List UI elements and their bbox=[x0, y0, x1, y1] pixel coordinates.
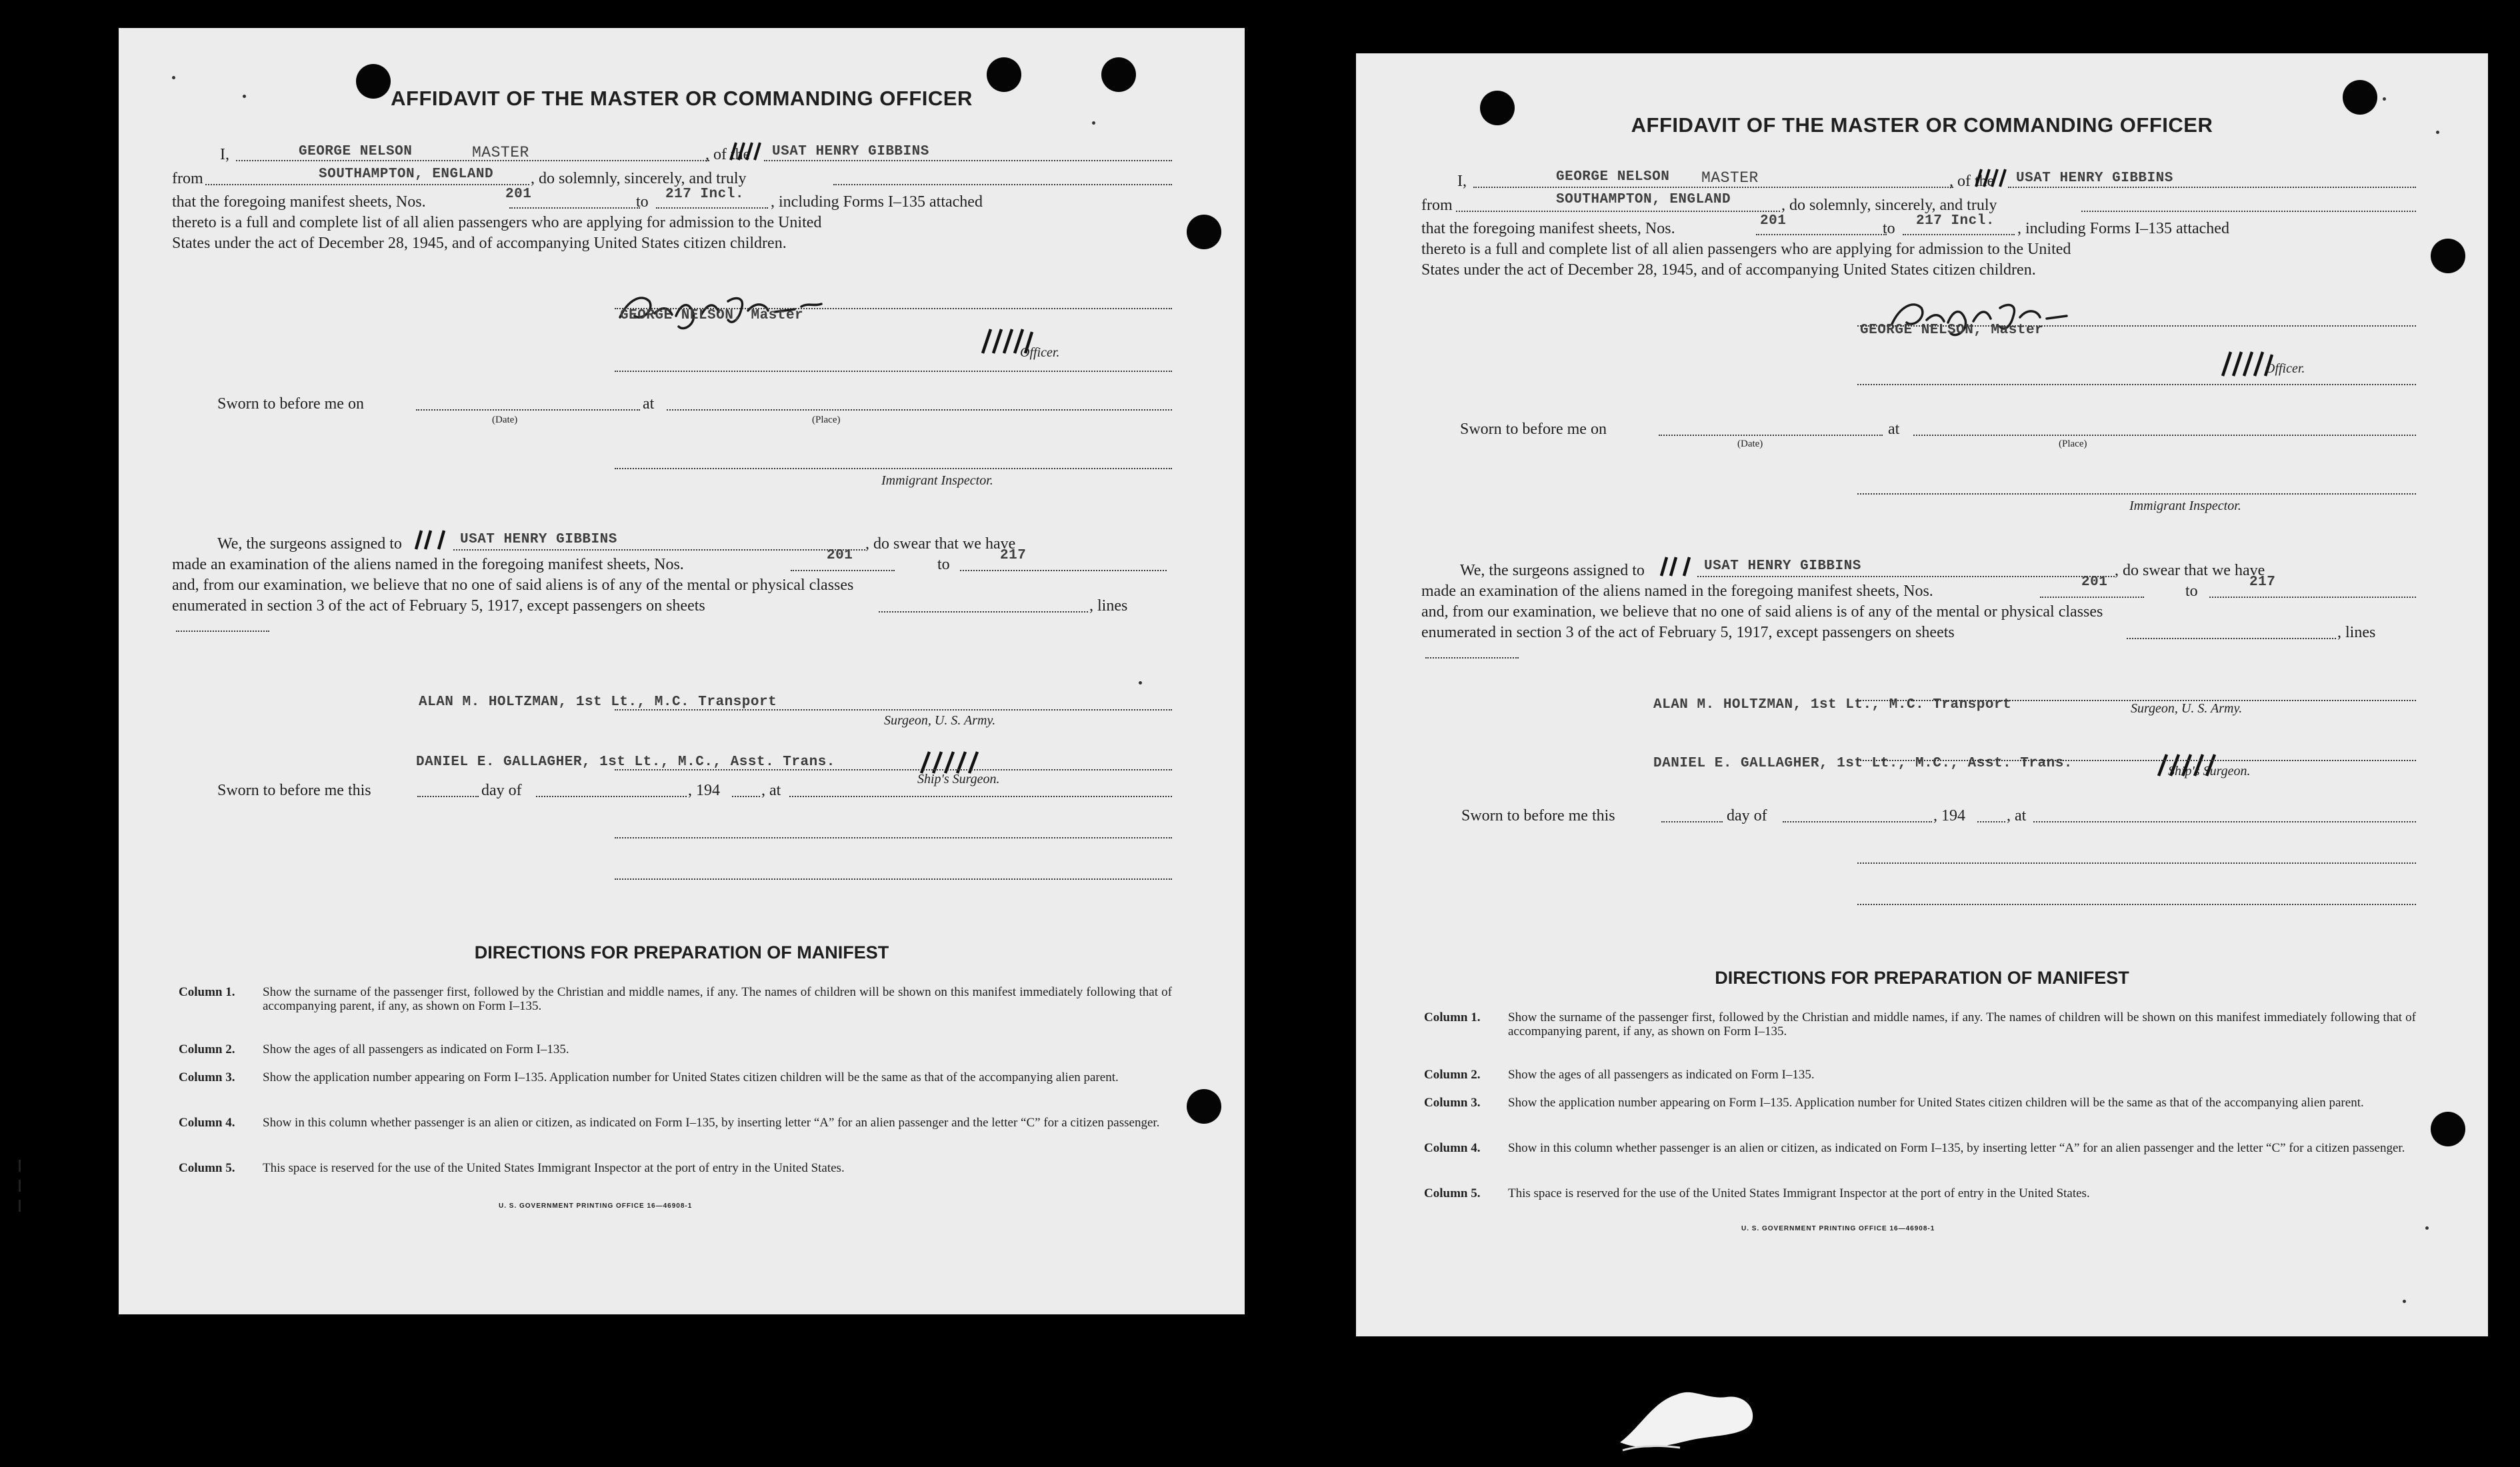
exam-line-4: enumerated in section 3 of the act of February 5, 1917, except passengers on sheets bbox=[172, 597, 705, 615]
exam-line-3: and, from our examination, we believe that no one of said aliens is of any of the mental or physical classes bbox=[172, 577, 854, 594]
column-2-label: Column 2. bbox=[179, 1042, 235, 1056]
sworn-year-line bbox=[732, 796, 760, 797]
from-label: from bbox=[1421, 197, 1453, 214]
master-name: GEORGE NELSON bbox=[1556, 169, 1670, 185]
master-name: GEORGE NELSON bbox=[299, 144, 413, 159]
sworn-place-line bbox=[1913, 435, 2416, 436]
witness-line-2 bbox=[615, 878, 1172, 880]
to-label: to bbox=[636, 193, 649, 211]
name-line bbox=[1473, 187, 1953, 188]
surgeons-text: We, the surgeons assigned to bbox=[217, 535, 402, 553]
witness-line-1 bbox=[1857, 862, 2416, 864]
ship-surgeon-name: DANIEL E. GALLAGHER, 1st Lt., M.C., Asst. Trans. bbox=[416, 754, 835, 770]
date-caption: (Date) bbox=[492, 415, 518, 425]
sheet-from: 201 bbox=[1760, 213, 1787, 229]
officer-line bbox=[615, 371, 1172, 372]
sheet-from-line bbox=[1756, 234, 1887, 235]
from-label: from bbox=[172, 170, 203, 187]
surgeons-text: We, the surgeons assigned to bbox=[1460, 562, 1645, 579]
exam-sheet-from: 201 bbox=[2081, 575, 2108, 590]
affidavit-sheet-left bbox=[119, 28, 1245, 1314]
vessel-line bbox=[2008, 187, 2416, 188]
army-surgeon-line bbox=[615, 709, 1172, 711]
speck bbox=[2425, 1226, 2429, 1230]
exam-to-line bbox=[960, 570, 1167, 571]
inspector-line bbox=[1857, 493, 2416, 495]
inspector-caption: Immigrant Inspector. bbox=[881, 473, 993, 488]
witness-line-1 bbox=[615, 837, 1172, 838]
year-label: , 194 bbox=[688, 782, 720, 799]
swear-text: , do swear that we have bbox=[865, 535, 1016, 553]
sworn-at-label: at bbox=[643, 395, 655, 413]
column-5-label: Column 5. bbox=[1424, 1186, 1481, 1200]
sworn-at-this-label: , at bbox=[2007, 807, 2027, 824]
column-4-text: Show in this column whether passenger is an alien or citizen, as indicated on Form I–135, by inserting letter “A” for an alien passenger and the letter “C” for a citizen passenger. bbox=[1508, 1141, 2405, 1155]
surgeon-vessel: USAT HENRY GIBBINS bbox=[1704, 559, 1861, 574]
sheet-to: 217 Incl. bbox=[1916, 213, 1995, 229]
ship-surgeon-caption: Ship's Surgeon. bbox=[2168, 764, 2251, 778]
column-2-text: Show the ages of all passengers as indicated on Form I–135. bbox=[263, 1042, 569, 1056]
sworn-at-line bbox=[2033, 821, 2416, 822]
port-line bbox=[1456, 211, 1780, 212]
column-3-label: Column 3. bbox=[179, 1070, 235, 1084]
speck bbox=[2383, 97, 2386, 101]
affidavit-sheet-right bbox=[1356, 53, 2488, 1336]
sheets-except-line bbox=[879, 611, 1088, 613]
speck bbox=[172, 76, 175, 79]
ship-surgeon-caption: Ship's Surgeon. bbox=[917, 772, 1000, 786]
vessel-name: USAT HENRY GIBBINS bbox=[772, 144, 929, 159]
port-line bbox=[205, 184, 529, 185]
officer-line bbox=[1857, 384, 2416, 385]
exam-to-label: to bbox=[2185, 583, 2198, 600]
sworn-place-line bbox=[667, 409, 1172, 411]
signature-line bbox=[1857, 325, 2416, 327]
handwritten-ditto-mark bbox=[1972, 167, 2012, 189]
exam-from-line bbox=[791, 570, 895, 571]
solemnly-text: , do solemnly, sincerely, and truly bbox=[531, 170, 747, 187]
column-3-text: Show the application number appearing on Form I–135. Application number for United States citizen children will be the same as that of the accompanying alien parent. bbox=[1508, 1096, 2364, 1110]
edge-mark bbox=[19, 1160, 21, 1172]
day-of-label: day of bbox=[481, 782, 522, 799]
vessel-name: USAT HENRY GIBBINS bbox=[2016, 171, 2173, 186]
speck bbox=[1139, 681, 1142, 685]
punch-hole bbox=[2431, 239, 2465, 273]
inspector-line bbox=[615, 468, 1172, 469]
sheet-from-line bbox=[509, 207, 640, 209]
ship-surgeon-line bbox=[615, 769, 1172, 770]
exam-line-3: and, from our examination, we believe that no one of said aliens is of any of the mental or physical classes bbox=[1421, 603, 2103, 621]
swear-text: , do swear that we have bbox=[2115, 562, 2265, 579]
inspector-caption: Immigrant Inspector. bbox=[2129, 499, 2241, 513]
of-the-label: , of the bbox=[1949, 173, 1995, 190]
column-1-text: Show the surname of the passenger first, followed by the Christian and middle names, if any. The names of children will be shown on this manifest immediately following that of accompanying parent, if any, as shown on Form I–135. bbox=[1508, 1010, 2416, 1038]
place-caption: (Place) bbox=[812, 415, 841, 425]
punch-hole bbox=[2343, 80, 2377, 115]
column-2-label: Column 2. bbox=[1424, 1068, 1481, 1082]
place-caption: (Place) bbox=[2059, 439, 2087, 449]
sworn-month-line bbox=[536, 796, 687, 797]
forms-text: , including Forms I–135 attached bbox=[2017, 220, 2229, 237]
exam-to-label: to bbox=[937, 556, 950, 573]
army-surgeon-name: ALAN M. HOLTZMAN, 1st Lt., M.C. Transport bbox=[1653, 697, 2012, 713]
army-surgeon-name: ALAN M. HOLTZMAN, 1st Lt., M.C. Transport bbox=[419, 695, 777, 710]
lines-line bbox=[1425, 657, 1519, 659]
to-label: to bbox=[1883, 220, 1895, 237]
lines-label: , lines bbox=[1089, 597, 1128, 615]
column-5-label: Column 5. bbox=[179, 1161, 235, 1175]
edge-mark bbox=[19, 1200, 21, 1212]
column-4-label: Column 4. bbox=[179, 1116, 235, 1130]
sheet-to-line bbox=[656, 207, 768, 209]
speck bbox=[1092, 121, 1095, 125]
sheets-except-line bbox=[2127, 638, 2336, 639]
oath-line-4: thereto is a full and complete list of all alien passengers who are applying for admission to the United bbox=[1421, 241, 2071, 258]
sworn-day-line bbox=[417, 796, 479, 797]
column-1-text: Show the surname of the passenger first, followed by the Christian and middle names, if any. The names of children will be shown on this manifest immediately following that of accompanying parent, if any, as shown on Form I–135. bbox=[263, 985, 1172, 1013]
ship-surgeon-name: DANIEL E. GALLAGHER, 1st Lt., M.C., Asst. Trans. bbox=[1653, 756, 2073, 771]
sworn-year-line bbox=[1977, 821, 2005, 822]
army-surgeon-caption: Surgeon, U. S. Army. bbox=[2131, 701, 2243, 716]
column-3-text: Show the application number appearing on Form I–135. Application number for United States citizen children will be the same as that of the accompanying alien parent. bbox=[263, 1070, 1119, 1084]
vessel-line bbox=[764, 160, 1172, 161]
oath-line-5: States under the act of December 28, 1945, and of accompanying United States citizen children. bbox=[1421, 261, 2036, 279]
oath-line-4: thereto is a full and complete list of all alien passengers who are applying for admission to the United bbox=[172, 214, 822, 231]
lines-line bbox=[176, 631, 269, 632]
affidavit-heading: AFFIDAVIT OF THE MASTER OR COMMANDING OFFICER bbox=[1631, 113, 2213, 137]
speck bbox=[2403, 1300, 2406, 1303]
surgeon-vessel-line bbox=[453, 549, 865, 551]
ship-surgeon-line bbox=[1857, 760, 2416, 761]
sworn-on-label: Sworn to before me on bbox=[1460, 421, 1607, 438]
directions-heading: DIRECTIONS FOR PREPARATION OF MANIFEST bbox=[474, 942, 889, 962]
column-5-text: This space is reserved for the use of the United States Immigrant Inspector at the port of entry in the United States. bbox=[263, 1161, 845, 1175]
lines-label: , lines bbox=[2337, 624, 2376, 641]
exam-line-4: enumerated in section 3 of the act of February 5, 1917, except passengers on sheets bbox=[1421, 624, 1955, 641]
sworn-this-label: Sworn to before me this bbox=[1461, 807, 1615, 824]
sworn-day-line bbox=[1661, 821, 1723, 822]
sworn-month-line bbox=[1783, 821, 1932, 822]
sheets-text: that the foregoing manifest sheets, Nos. bbox=[1421, 220, 1675, 237]
day-of-label: day of bbox=[1727, 807, 1767, 824]
forms-text: , including Forms I–135 attached bbox=[771, 193, 983, 211]
sworn-on-label: Sworn to before me on bbox=[217, 395, 364, 413]
sheet-to: 217 Incl. bbox=[665, 187, 744, 202]
sworn-at-label: at bbox=[1888, 421, 1900, 438]
solemnly-line bbox=[2081, 211, 2416, 212]
column-1-label: Column 1. bbox=[179, 985, 235, 999]
edge-mark bbox=[19, 1180, 21, 1192]
punch-hole bbox=[1187, 1089, 1221, 1124]
sworn-this-label: Sworn to before me this bbox=[217, 782, 371, 799]
of-the-label: , of the bbox=[705, 146, 751, 163]
master-signer: GEORGE NELSON, Master bbox=[1860, 323, 2044, 338]
sworn-at-line bbox=[789, 796, 1172, 797]
sworn-date-line bbox=[1659, 435, 1883, 436]
exam-text: made an examination of the aliens named in the foregoing manifest sheets, Nos. bbox=[172, 556, 684, 573]
i-label: I, bbox=[220, 146, 229, 163]
printer-imprint: U. S. GOVERNMENT PRINTING OFFICE 16—46908-1 bbox=[1741, 1225, 1935, 1232]
sheet-from: 201 bbox=[505, 187, 532, 202]
directions-heading: DIRECTIONS FOR PREPARATION OF MANIFEST bbox=[1715, 968, 2129, 988]
departure-port: SOUTHAMPTON, ENGLAND bbox=[1556, 192, 1731, 207]
officer-caption: Officer. bbox=[2265, 361, 2305, 376]
column-3-label: Column 3. bbox=[1424, 1096, 1481, 1110]
sheet-to-line bbox=[1903, 234, 2015, 235]
i-label: I, bbox=[1457, 173, 1467, 190]
column-4-label: Column 4. bbox=[1424, 1141, 1481, 1155]
signature-line bbox=[615, 308, 1172, 309]
solemnly-line bbox=[833, 184, 1172, 185]
exam-text: made an examination of the aliens named in the foregoing manifest sheets, Nos. bbox=[1421, 583, 1933, 600]
exam-to-line bbox=[2209, 597, 2416, 598]
exam-sheet-to: 217 bbox=[2249, 575, 2276, 590]
handwritten-ditto-mark bbox=[727, 140, 767, 163]
column-4-text: Show in this column whether passenger is an alien or citizen, as indicated on Form I–135, by inserting letter “A” for an alien passenger and the letter “C” for a citizen passenger. bbox=[263, 1116, 1160, 1130]
year-label: , 194 bbox=[1933, 807, 1965, 824]
sheets-text: that the foregoing manifest sheets, Nos. bbox=[172, 193, 426, 211]
paper-scrap bbox=[1613, 1381, 1767, 1454]
surgeon-vessel: USAT HENRY GIBBINS bbox=[460, 532, 617, 547]
column-1-label: Column 1. bbox=[1424, 1010, 1481, 1024]
punch-hole bbox=[1187, 215, 1221, 249]
officer-caption: Officer. bbox=[1020, 345, 1060, 360]
exam-sheet-to: 217 bbox=[1000, 548, 1027, 563]
witness-line-2 bbox=[1857, 904, 2416, 905]
army-surgeon-caption: Surgeon, U. S. Army. bbox=[884, 713, 996, 728]
sworn-date-line bbox=[416, 409, 640, 411]
surgeon-vessel-line bbox=[1697, 576, 2115, 577]
master-rank: MASTER bbox=[472, 144, 529, 161]
master-signer: GEORGE NELSON, Master bbox=[620, 308, 804, 323]
affidavit-heading: AFFIDAVIT OF THE MASTER OR COMMANDING OFFICER bbox=[391, 87, 973, 110]
solemnly-text: , do solemnly, sincerely, and truly bbox=[1781, 197, 1997, 214]
date-caption: (Date) bbox=[1737, 439, 1763, 449]
printer-imprint: U. S. GOVERNMENT PRINTING OFFICE 16—46908-1 bbox=[499, 1202, 693, 1210]
column-5-text: This space is reserved for the use of the United States Immigrant Inspector at the port of entry in the United States. bbox=[1508, 1186, 2090, 1200]
master-rank: MASTER bbox=[1701, 169, 1759, 187]
oath-line-5: States under the act of December 28, 1945, and of accompanying United States citizen children. bbox=[172, 235, 787, 252]
exam-sheet-from: 201 bbox=[827, 548, 853, 563]
departure-port: SOUTHAMPTON, ENGLAND bbox=[319, 167, 494, 182]
sworn-at-this-label: , at bbox=[761, 782, 781, 799]
column-2-text: Show the ages of all passengers as indicated on Form I–135. bbox=[1508, 1068, 1815, 1082]
punch-hole bbox=[2431, 1112, 2465, 1146]
exam-from-line bbox=[2040, 597, 2144, 598]
